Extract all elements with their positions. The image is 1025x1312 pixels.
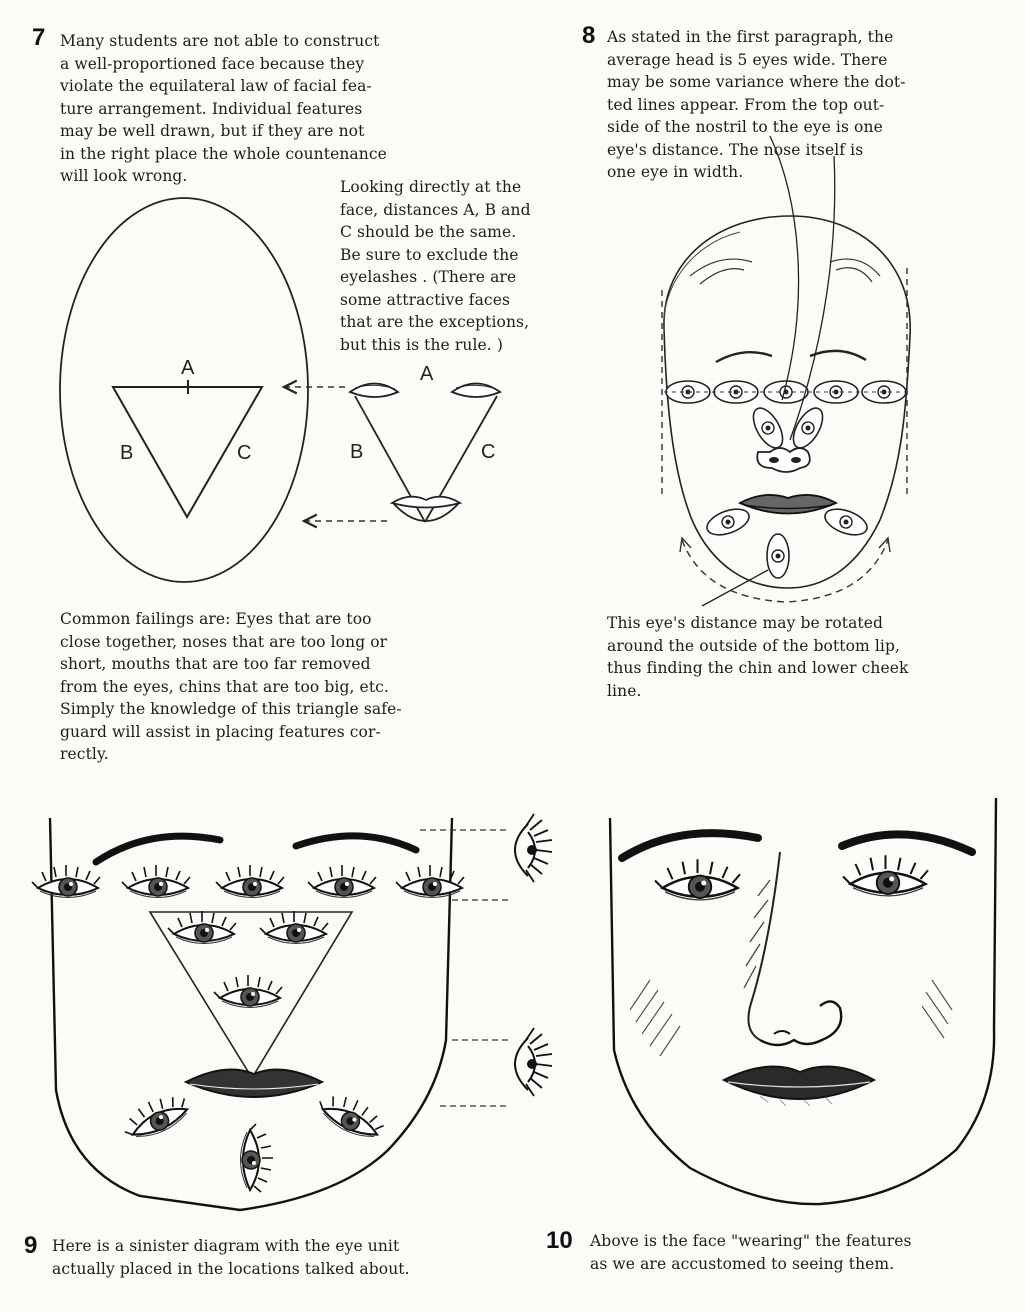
eye-unit-nose-right — [260, 911, 328, 944]
text-line: some attractive faces — [340, 290, 511, 309]
text-line: but this is the rule. ) — [340, 335, 503, 354]
eye-unit-2 — [122, 865, 190, 898]
section-7-face-diagram — [60, 198, 308, 582]
lips-sketch — [392, 497, 460, 508]
text-line: Above is the face "wearing" the features — [590, 1232, 912, 1250]
section-7-feature-triangle — [284, 363, 500, 522]
right-eye — [843, 855, 928, 896]
face-oval — [60, 198, 308, 582]
label-a: A — [181, 357, 195, 379]
section-10-face — [610, 798, 996, 1204]
text-line: violate the equilateral law of facial fea- — [60, 77, 372, 95]
text-line: average head is 5 eyes wide. There — [607, 50, 888, 69]
label-b: B — [120, 442, 134, 464]
text-line: eye's distance. The nose itself is — [607, 140, 864, 159]
eye-unit-nose-left — [168, 911, 236, 944]
text-line: Simply the knowledge of this triangle safe- — [60, 700, 402, 718]
text-line: Be sure to exclude the — [340, 245, 519, 264]
text-line: Looking directly at the — [340, 178, 522, 196]
text-line: as we are accustomed to seeing them. — [590, 1254, 895, 1273]
text-line: ture arrangement. Individual features — [60, 99, 363, 118]
section-7-number: 7 — [32, 24, 46, 51]
section-8-number: 8 — [582, 22, 596, 49]
text-line: face, distances A, B and — [340, 200, 531, 219]
nostrils — [760, 1001, 841, 1045]
text-line: may be well drawn, but if they are not — [60, 122, 365, 140]
lips — [186, 1070, 322, 1098]
nose-sketch — [757, 448, 810, 472]
profile-eye-bottom — [515, 1028, 552, 1096]
text-line: This eye's distance may be rotated — [607, 614, 884, 632]
label-b-small: B — [350, 441, 364, 463]
eye-unit-1 — [32, 865, 100, 898]
left-eye — [655, 859, 740, 900]
label-a-small: A — [420, 363, 434, 385]
eye-unit-3 — [216, 865, 284, 898]
text-line: Many students are not able to construct — [60, 32, 380, 50]
eye-unit-4 — [308, 865, 376, 898]
eye-unit-nose-center — [214, 975, 282, 1008]
text-line: one eye in width. — [607, 163, 744, 181]
section-9-number: 9 — [24, 1232, 38, 1259]
mouth-sketch — [740, 495, 836, 514]
text-line: a well-proportioned face because they — [60, 54, 365, 73]
text-line: guard will assist in placing features cor- — [60, 722, 381, 741]
section-10-number: 10 — [546, 1227, 573, 1254]
lips — [724, 1067, 874, 1099]
text-line: short, mouths that are too far removed — [60, 655, 371, 673]
label-c: C — [237, 442, 252, 464]
text-line: may be some variance where the dot- — [607, 73, 906, 91]
text-line: from the eyes, chins that are too big, etc. — [60, 677, 389, 696]
right-brow — [842, 834, 972, 852]
text-line: side of the nostril to the eye is one — [607, 118, 883, 136]
text-line: actually placed in the locations talked about. — [52, 1259, 410, 1278]
text-line: in the right place the whole countenance — [60, 144, 387, 163]
text-line: rectly. — [60, 745, 109, 763]
profile-eye-top — [515, 814, 552, 882]
text-line: ted lines appear. From the top out- — [607, 95, 885, 114]
eye-unit-5 — [396, 865, 464, 898]
text-line: C should be the same. — [340, 223, 517, 241]
text-line: thus finding the chin and lower cheek — [607, 659, 909, 677]
text-line: line. — [607, 681, 642, 700]
nose-bridge — [748, 852, 780, 1040]
text-line: As stated in the first paragraph, the — [607, 28, 894, 46]
text-line: Common failings are: Eyes that are too — [60, 610, 372, 628]
section-8-head-diagram — [662, 136, 910, 606]
text-line: that are the exceptions, — [340, 313, 530, 331]
text-line: around the outside of the bottom lip, — [607, 636, 901, 655]
text-line: Here is a sinister diagram with the eye unit — [52, 1237, 400, 1255]
section-9-eye-diagram — [32, 814, 552, 1210]
text-line: will look wrong. — [60, 167, 188, 185]
text-line: eyelashes . (There are — [340, 268, 517, 286]
face-outline — [610, 798, 996, 1204]
left-brow — [622, 833, 758, 858]
label-c-small: C — [481, 441, 496, 463]
text-line: close together, noses that are too long or — [60, 632, 388, 651]
